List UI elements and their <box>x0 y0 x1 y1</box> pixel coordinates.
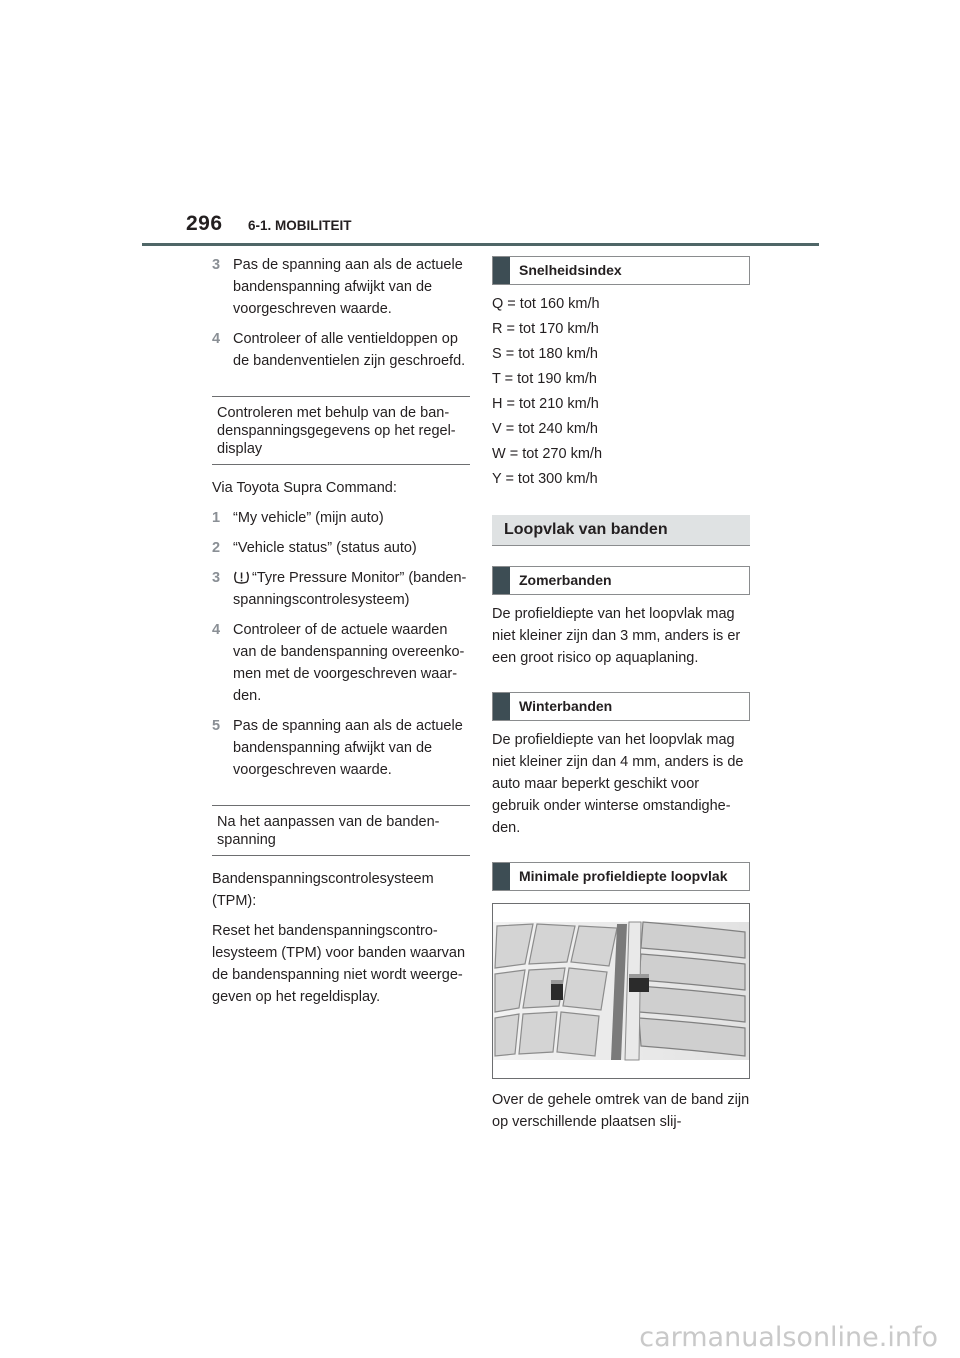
intro-text: Via Toyota Supra Command: <box>212 480 397 496</box>
heading-bar-marker <box>493 693 510 720</box>
step-item <box>212 328 470 372</box>
boxed-subheading: Na het aanpassen van de banden-spanning <box>212 805 470 856</box>
step-item <box>212 715 470 781</box>
tpm-reset-text: Reset het bandenspanningscontro-lesysteem (TPM) voor banden waarvan de bandenspanning niet wordt weerge-geven op het regeldisplay. <box>212 923 466 1005</box>
step-item <box>212 254 470 320</box>
step-text: “My vehicle” (mijn auto) <box>233 510 384 526</box>
list-item: Q = tot 160 km/h <box>492 296 600 312</box>
tyre-pressure-warning-icon <box>233 569 250 583</box>
step-number: 2 <box>212 540 221 556</box>
heading-bar-marker <box>493 567 510 594</box>
step-item <box>212 507 470 529</box>
speed-index-list <box>492 293 750 490</box>
list-item: S = tot 180 km/h <box>492 346 598 362</box>
left-column <box>212 254 470 1016</box>
step-text: “Tyre Pressure Monitor” (banden-spanningscontrolesysteem) <box>233 570 467 608</box>
step-text-with-icon <box>233 567 470 611</box>
heading-label: Minimale profieldiepte loopvlak <box>519 868 728 884</box>
winter-tyres-heading <box>492 692 750 721</box>
header-divider <box>142 243 819 246</box>
page-number: 296 <box>186 212 223 235</box>
summer-tyres-text: De profieldiepte van het loopvlak mag niet kleiner zijn dan 3 mm, anders is er een groot risico op aquaplaning. <box>492 606 741 666</box>
summer-tyres-heading <box>492 566 750 595</box>
list-item: H = tot 210 km/h <box>492 396 599 412</box>
tyre-tread-illustration <box>493 904 749 1078</box>
step-number: 3 <box>212 257 221 273</box>
min-tread-depth-heading <box>492 862 750 891</box>
list-item: W = tot 270 km/h <box>492 446 603 462</box>
speed-index-heading <box>492 256 750 285</box>
list-item: T = tot 190 km/h <box>492 371 597 387</box>
heading-label: Zomerbanden <box>519 572 612 588</box>
list-item: R = tot 170 km/h <box>492 321 599 337</box>
tpm-label: Bandenspanningscontrolesysteem (TPM): <box>212 871 434 909</box>
step-number: 4 <box>212 622 221 638</box>
section-title: 6-1. MOBILITEIT <box>248 218 352 233</box>
step-number: 3 <box>212 570 221 586</box>
tread-section-heading: Loopvlak van banden <box>492 515 750 546</box>
step-text: “Vehicle status” (status auto) <box>233 540 417 556</box>
step-number: 5 <box>212 718 221 734</box>
step-text: Controleer of de actuele waarden van de bandenspanning overeenko-men met de voorgeschreven waar-den. <box>233 622 465 704</box>
step-item <box>212 567 470 611</box>
boxed-subheading: Controleren met behulp van de ban-denspanningsgegevens op het regel-display <box>212 396 470 465</box>
step-text: Controleer of alle ventieldoppen op de bandenventielen zijn geschroefd. <box>233 331 466 369</box>
tyre-tread-photo <box>492 903 750 1079</box>
list-item: Y = tot 300 km/h <box>492 471 598 487</box>
continuation-text: Over de gehele omtrek van de band zijn op verschillende plaatsen slij- <box>492 1092 750 1130</box>
winter-tyres-text: De profieldiepte van het loopvlak mag niet kleiner zijn dan 4 mm, anders is de auto maar beperkt geschikt voor gebruik onder winterse omstandighe-den. <box>492 732 744 836</box>
heading-label: Snelheidsindex <box>519 262 622 278</box>
step-item <box>212 537 470 559</box>
step-number: 4 <box>212 331 221 347</box>
heading-bar-marker <box>493 257 510 284</box>
step-text: Pas de spanning aan als de actuele bandenspanning afwijkt van de voorgeschreven waarde. <box>233 718 463 778</box>
heading-label: Winterbanden <box>519 698 613 714</box>
heading-bar-marker <box>493 863 510 890</box>
list-item: V = tot 240 km/h <box>492 421 598 437</box>
step-number: 1 <box>212 510 221 526</box>
step-text: Pas de spanning aan als de actuele bandenspanning afwijkt van de voorgeschreven waarde. <box>233 257 463 317</box>
watermark: carmanualsonline.info <box>639 1322 938 1353</box>
right-column <box>492 256 750 1133</box>
step-item <box>212 619 470 707</box>
